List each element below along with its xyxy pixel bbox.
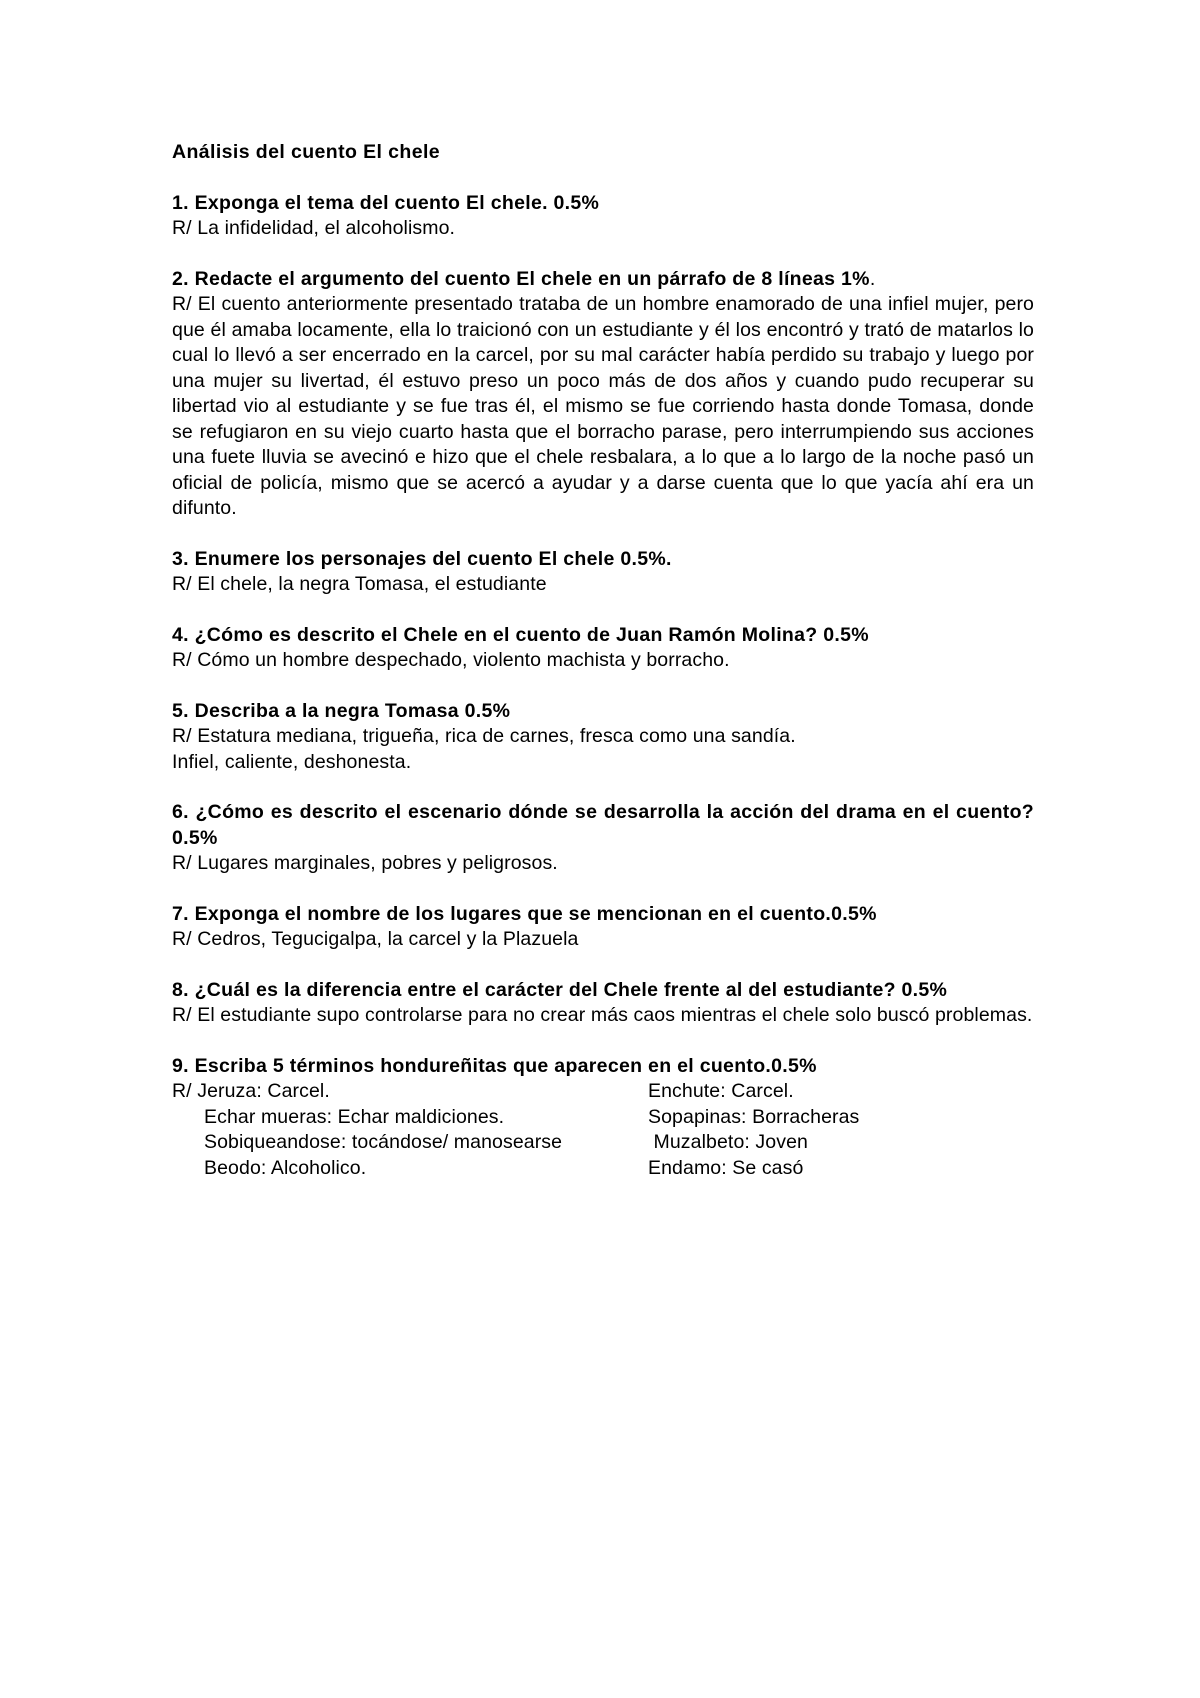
question-block-9	[172, 1054, 1034, 1182]
question-3: 3. Enumere los personajes del cuento El chele 0.5%.	[172, 547, 672, 570]
answer-8: R/ El estudiante supo controlarse para no crear más caos mientras el chele solo buscó problemas.	[172, 1004, 1033, 1026]
question-1: 1. Exponga el tema del cuento El chele. 0.5%	[172, 191, 600, 214]
term-item: Echar mueras: Echar maldiciones.	[204, 1105, 505, 1128]
question-block-8	[172, 978, 1034, 1029]
answer-4: R/ Cómo un hombre despechado, violento machista y borracho.	[172, 649, 730, 671]
question-2-text: 2. Redacte el argumento del cuento El chele en un párrafo de 8 líneas 1%	[172, 267, 870, 290]
answer-7: R/ Cedros, Tegucigalpa, la carcel y la Plazuela	[172, 928, 579, 950]
answer-5: R/ Estatura mediana, trigueña, rica de carnes, fresca como una sandía.	[172, 725, 796, 747]
question-2-suffix: .	[869, 267, 876, 290]
term-item: Endamo: Se casó	[648, 1156, 804, 1179]
question-2	[172, 267, 1034, 293]
question-block-6	[172, 800, 1034, 877]
question-5: 5. Describa a la negra Tomasa 0.5%	[172, 699, 511, 722]
question-block-4	[172, 623, 1034, 674]
question-block-3	[172, 547, 1034, 598]
answer-6: R/ Lugares marginales, pobres y peligrosos.	[172, 852, 558, 874]
answer-5-line-2: Infiel, caliente, deshonesta.	[172, 750, 412, 773]
question-7: 7. Exponga el nombre de los lugares que se mencionan en el cuento.0.5%	[172, 902, 877, 925]
term-item: Enchute: Carcel.	[648, 1080, 794, 1102]
document-title: Análisis del cuento El chele	[172, 141, 441, 163]
question-block-1	[172, 191, 1034, 242]
question-9: 9. Escriba 5 términos hondureñitas que aparecen en el cuento.0.5%	[172, 1054, 817, 1077]
answer-1: R/ La infidelidad, el alcoholismo.	[172, 217, 456, 239]
term-item: Muzalbeto: Joven	[648, 1131, 808, 1153]
document-page	[172, 140, 1034, 1206]
terms-list	[172, 1079, 1034, 1181]
term-item: Sobiqueandose: tocándose/ manosearse	[204, 1131, 563, 1153]
question-6: 6. ¿Cómo es descrito el escenario dónde se desarrolla la acción del drama en el cuento? 0.5%	[172, 801, 1034, 849]
question-8: 8. ¿Cuál es la diferencia entre el carácter del Chele frente al del estudiante? 0.5%	[172, 978, 948, 1001]
question-block-5	[172, 699, 1034, 776]
term-item: Beodo: Alcoholico.	[204, 1156, 367, 1179]
answer-2: R/ El cuento anteriormente presentado trataba de un hombre enamorado de una infiel mujer, pero que él amaba locamente, ella lo traicionó con un estudiante y él los encontró y trató de matarlos lo cual lo llevó a ser encerrado en la carcel, por su mal carácter había perdido su trabajo y luego por una mujer su livertad, él estuvo preso un poco más de dos años y cuando pudo recuperar su libertad vio al estudiante y se fue tras él, el mismo se fue corriendo hasta donde Tomasa, donde se refugiaron en su viejo cuarto hasta que el borracho parase, pero interrumpiendo sus acciones una fuete lluvia se avecinó e hizo que el chele resbalara, a lo que a lo largo de la noche pasó un oficial de policía, mismo que se acercó a ayudar y a darse cuenta que lo que yacía ahí era un difunto.	[172, 293, 1034, 519]
answer-3: R/ El chele, la negra Tomasa, el estudiante	[172, 573, 547, 595]
question-block-2	[172, 267, 1034, 522]
question-4: 4. ¿Cómo es descrito el Chele en el cuento de Juan Ramón Molina? 0.5%	[172, 623, 869, 646]
question-block-7	[172, 902, 1034, 953]
term-item: R/ Jeruza: Carcel.	[172, 1080, 330, 1102]
term-item: Sopapinas: Borracheras	[648, 1105, 860, 1128]
